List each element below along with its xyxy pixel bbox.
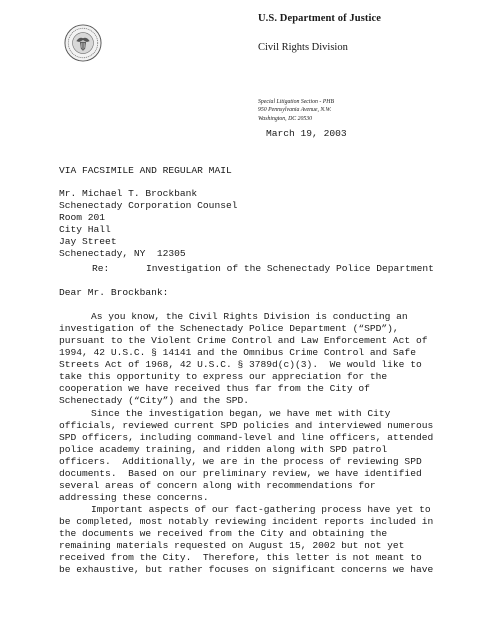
address-line: Washington, DC 20530 [258,115,313,122]
paragraph-line: Important aspects of our fact-gathering process have yet to [91,504,431,515]
paragraph-line: As you know, the Civil Rights Division is conducting an [91,311,408,322]
paragraph-line: the documents we received from the City and obtaining the [59,528,388,539]
paragraph-line: SPD officers, including command-level and line officers, attended [59,432,434,443]
paragraph-line: documents. Based on our preliminary review, we have identified [59,468,422,479]
paragraph-line: officials, reviewed current SPD policies and interviewed numerous [59,420,434,431]
recipient-line: Schenectady, NY 12305 [59,248,186,259]
paragraph-line: police academy training, and ridden along with SPD patrol [59,444,388,455]
recipient-line: Jay Street [59,236,117,247]
paragraph-line: officers. Additionally, we are in the process of reviewing SPD [59,456,422,467]
recipient-line: Schenectady Corporation Counsel [59,200,238,211]
letter-date: March 19, 2003 [266,128,347,139]
subject-line [59,263,434,275]
recipient-line: Mr. Michael T. Brockbank [59,188,198,199]
paragraph-line: remaining materials requested on August 15, 2002 but not yet [59,540,405,551]
recipient-address [59,188,237,260]
body-paragraph [59,408,489,504]
body-paragraph [59,311,489,407]
section-address [258,98,334,123]
subject-text: Investigation of the Schenectady Police Department [146,263,434,274]
paragraph-line: cooperation we have received thus far from the City of [59,383,370,394]
paragraph-line: Since the investigation began, we have met with City [91,408,391,419]
department-name: U.S. Department of Justice [258,13,382,24]
paragraph-line: Schenectady (“City”) and the SPD. [59,395,249,406]
body-paragraph [59,504,489,576]
doj-seal-icon [64,24,102,62]
subject-label: Re: [92,263,110,274]
paragraph-line: 1994, 42 U.S.C. § 14141 and the Omnibus Crime Control and Safe [59,347,416,358]
paragraph-line: take this opportunity to express our appreciation for the [59,371,388,382]
recipient-line: City Hall [59,224,111,235]
address-line: 950 Pennsylvania Avenue, N.W. [258,107,332,114]
paragraph-line: several areas of concern along with recommendations for [59,480,376,491]
recipient-line: Room 201 [59,212,106,223]
paragraph-line: be exhaustive, but rather focuses on significant concerns we have [59,564,434,575]
paragraph-line: investigation of the Schenectady Police Department (“SPD”), [59,323,399,334]
paragraph-line: be completed, most notably reviewing incident reports included in [59,516,434,527]
delivery-method: VIA FACSIMILE AND REGULAR MAIL [59,165,232,176]
paragraph-line: pursuant to the Violent Crime Control and Law Enforcement Act of [59,335,428,346]
division-name: Civil Rights Division [258,42,348,53]
address-line: Special Litigation Section - PHB [258,99,334,105]
paragraph-line: addressing these concerns. [59,492,209,503]
salutation: Dear Mr. Brockbank: [59,287,169,298]
paragraph-line: received from the City. Therefore, this letter is not meant to [59,552,422,563]
paragraph-line: Streets Act of 1968, 42 U.S.C. § 3789d(c)(3). We would like to [59,359,422,370]
